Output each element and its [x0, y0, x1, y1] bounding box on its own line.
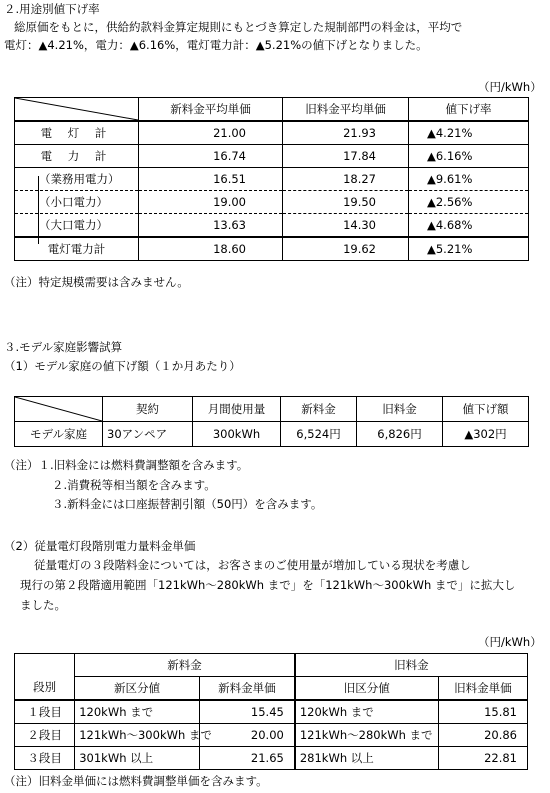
tier-new-range: 301kWh 以上 — [75, 747, 200, 770]
subsection-2-paragraph-line1: 従量電灯の３段階料金については，お客さまのご使用量が増加している現状を考慮し — [34, 558, 471, 572]
section-2-unit: （円/kWh） — [478, 80, 542, 94]
table-row — [15, 237, 529, 261]
row-label: （業務用電力） — [15, 168, 139, 191]
subsection-2-paragraph-line2: 現行の第２段階適用範囲「121kWh～280kWh まで」を「121kWh～300kWh まで」に拡大し — [20, 578, 516, 592]
table-row — [15, 747, 528, 770]
table-row — [15, 724, 528, 747]
model-header-contract: 契約 — [103, 397, 193, 422]
rate-table-header-row — [15, 98, 529, 122]
model-household-table — [14, 396, 529, 447]
row-label: 電灯電力計 — [15, 237, 139, 261]
tier-price-table — [14, 653, 528, 770]
tier-header-old-range: 旧区分値 — [295, 677, 438, 701]
tier-stage: １段目 — [15, 700, 75, 724]
section-2-paragraph-line2: 電灯：▲4.21%，電力：▲6.16%，電灯電力計：▲5.21%の値下げとなりました。 — [4, 38, 428, 52]
row-new-price: 18.60 — [139, 237, 283, 261]
tier-header-row — [15, 677, 528, 701]
indent-line — [38, 176, 39, 244]
tier-header-new-price: 新料金単価 — [199, 677, 295, 701]
row-old-price: 14.30 — [283, 214, 409, 238]
row-rate: ▲4.68% — [409, 214, 529, 238]
model-row-label: モデル家庭 — [15, 422, 103, 447]
row-new-price: 16.51 — [139, 168, 283, 191]
tier-old-range: 121kWh～280kWh まで — [295, 724, 438, 747]
row-old-price: 19.62 — [283, 237, 409, 261]
row-label: 電 灯 計 — [15, 121, 139, 145]
model-note-3: ３.新料金には口座振替割引額（50円）を含みます。 — [52, 497, 323, 511]
tier-old-range: 120kWh まで — [295, 700, 438, 724]
row-rate: ▲6.16% — [409, 145, 529, 168]
row-label: （小口電力） — [15, 191, 139, 214]
tier-old-price: 15.81 — [438, 700, 527, 724]
tier-old-price: 20.86 — [438, 724, 527, 747]
model-header-diff: 値下げ額 — [443, 397, 529, 422]
tier-stage: ３段目 — [15, 747, 75, 770]
model-row-old: 6,826円 — [357, 422, 443, 447]
section-3-title: ３.モデル家庭影響試算 — [4, 340, 123, 354]
rate-table-corner-cell — [15, 98, 139, 122]
rate-table-header-rate: 値下げ率 — [409, 98, 529, 122]
tier-new-range: 121kWh～300kWh まで — [75, 724, 200, 747]
tier-table-unit: （円/kWh） — [478, 635, 542, 649]
section-2-paragraph-line1: 総原価をもとに，供給約款料金算定規則にもとづき算定した規制部門の料金は，平均で — [14, 20, 463, 34]
model-table-header-row — [15, 397, 529, 422]
tier-group-new: 新料金 — [75, 654, 295, 677]
tier-corner-cell — [15, 654, 75, 677]
model-row-diff: ▲302円 — [443, 422, 529, 447]
tier-group-old: 旧料金 — [295, 654, 528, 677]
model-row-usage: 300kWh — [193, 422, 281, 447]
section-2-note: （注）特定規模需要は含みません。 — [4, 275, 189, 289]
subsection-2-title: （2）従量電灯段階別電力量料金単価 — [4, 539, 196, 553]
row-old-price: 18.27 — [283, 168, 409, 191]
rate-table-header-old: 旧料金平均単価 — [283, 98, 409, 122]
tier-header-new-range: 新区分値 — [75, 677, 200, 701]
row-new-price: 16.74 — [139, 145, 283, 168]
table-row — [15, 168, 529, 191]
tier-new-price: 21.65 — [199, 747, 295, 770]
tier-old-range: 281kWh 以上 — [295, 747, 438, 770]
row-old-price: 19.50 — [283, 191, 409, 214]
model-header-old: 旧料金 — [357, 397, 443, 422]
table-row — [15, 700, 528, 724]
model-row-new: 6,524円 — [281, 422, 357, 447]
tier-old-price: 22.81 — [438, 747, 527, 770]
table-row — [15, 214, 529, 238]
row-rate: ▲9.61% — [409, 168, 529, 191]
tier-header-stage: 段別 — [15, 677, 75, 701]
row-rate: ▲5.21% — [409, 237, 529, 261]
row-rate: ▲4.21% — [409, 121, 529, 145]
model-header-new: 新料金 — [281, 397, 357, 422]
table-row — [15, 121, 529, 145]
tier-new-range: 120kWh まで — [75, 700, 200, 724]
row-label: 電 力 計 — [15, 145, 139, 168]
model-note-1: （注）１.旧料金には燃料費調整額を含みます。 — [4, 458, 249, 472]
tier-stage: ２段目 — [15, 724, 75, 747]
row-rate: ▲2.56% — [409, 191, 529, 214]
row-new-price: 19.00 — [139, 191, 283, 214]
table-row — [15, 422, 529, 447]
tier-new-price: 20.00 — [199, 724, 295, 747]
subsection-1-title: （1）モデル家庭の値下げ額（１か月あたり） — [4, 359, 241, 373]
model-table-corner-cell — [15, 397, 103, 422]
tier-group-header-row — [15, 654, 528, 677]
rate-table — [14, 97, 529, 261]
model-row-contract: 30アンペア — [103, 422, 193, 447]
table-row — [15, 145, 529, 168]
model-header-usage: 月間使用量 — [193, 397, 281, 422]
rate-table-header-new: 新料金平均単価 — [139, 98, 283, 122]
table-row — [15, 191, 529, 214]
section-2-title: ２.用途別値下げ率 — [4, 2, 100, 16]
subsection-2-paragraph-line3: ました。 — [20, 598, 66, 612]
tier-table-note: （注）旧料金単価には燃料費調整単価を含みます。 — [4, 774, 268, 788]
row-old-price: 17.84 — [283, 145, 409, 168]
tier-header-old-price: 旧料金単価 — [438, 677, 527, 701]
row-old-price: 21.93 — [283, 121, 409, 145]
row-new-price: 13.63 — [139, 214, 283, 238]
tier-new-price: 15.45 — [199, 700, 295, 724]
row-label: （大口電力） — [15, 214, 139, 238]
model-note-2: ２.消費税等相当額を含みます。 — [52, 478, 216, 492]
row-new-price: 21.00 — [139, 121, 283, 145]
